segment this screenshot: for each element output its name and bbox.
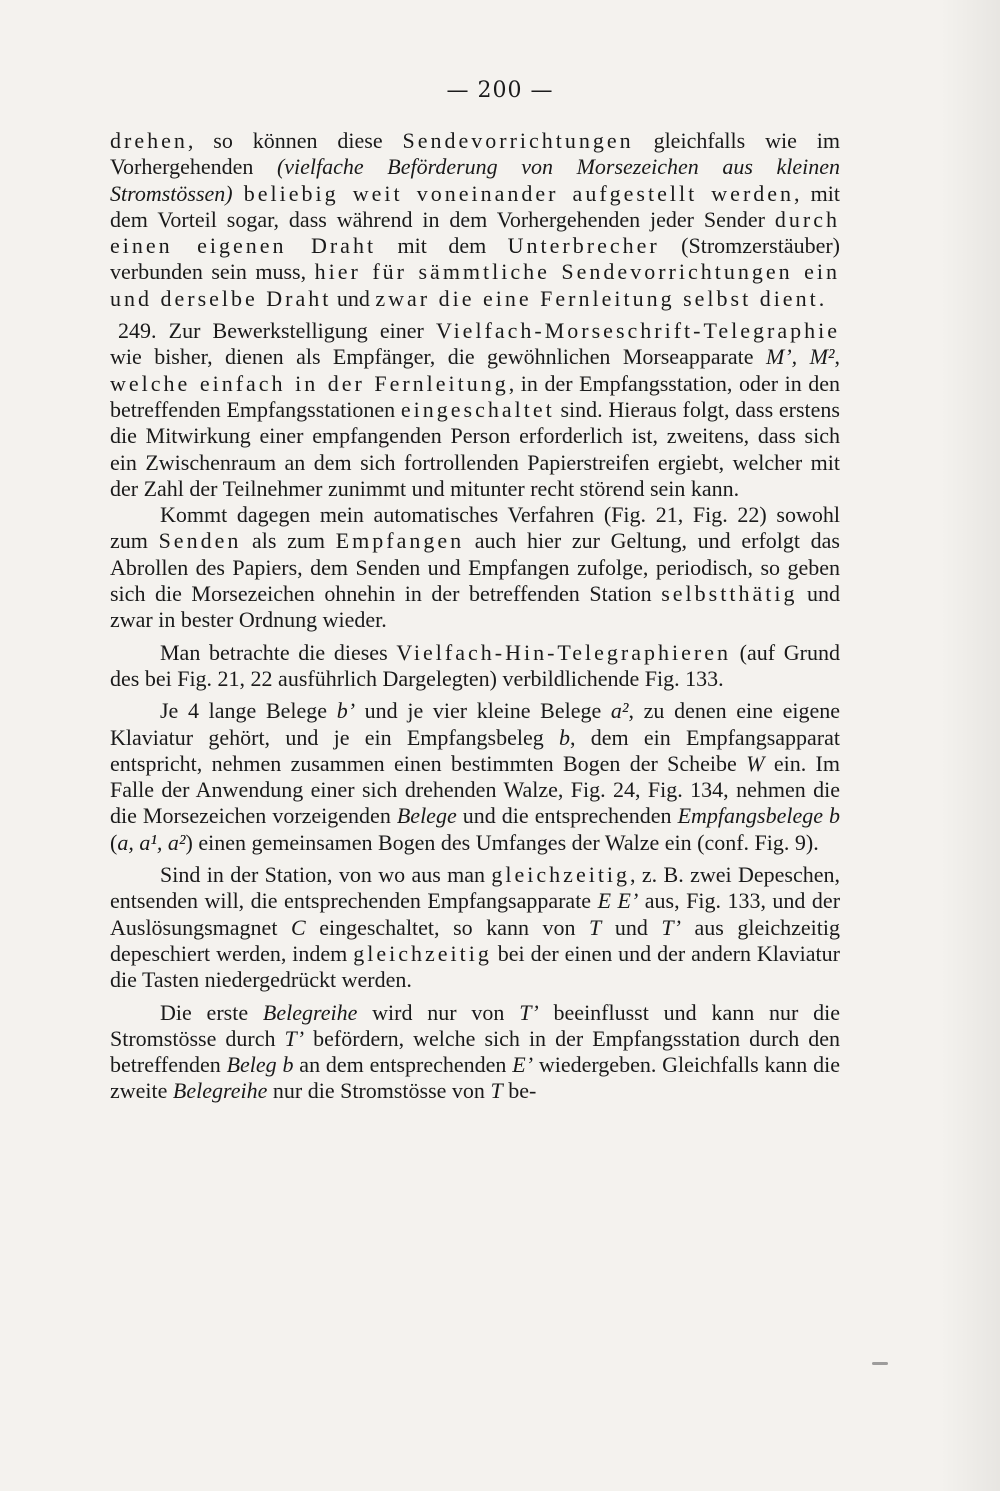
italic-text: Belegreihe <box>172 1078 268 1104</box>
italic-text: T’ <box>661 914 681 940</box>
italic-text: b <box>559 724 570 750</box>
spaced-text: Empfangen <box>335 528 465 554</box>
text-run: sind. Hieraus folgt, dass erstens die Mitwirkung einer empfangenden Person erforderlich ist, zweitens, dass sich ein Zwischenraum an dem sich fortrollenden Papierstreifen ergiebt, welcher mit der Zahl der Teilnehmer zunimmt und mitunter recht störend sein kann. <box>110 396 840 501</box>
spaced-text: hier für sämmtliche Sendevorrichtungen ein und derselbe Draht <box>110 259 840 311</box>
italic-text: T <box>490 1078 503 1104</box>
italic-text: T <box>589 914 602 940</box>
italic-text: Belegreihe <box>262 999 358 1025</box>
text-run: Je 4 lange Belege <box>160 698 337 724</box>
paragraph <box>110 502 840 633</box>
italic-text: M’, M² <box>766 344 835 370</box>
text-run: ) einen gemeinsamen Bogen des Umfanges der Walze ein (conf. Fig. 9). <box>185 829 819 855</box>
text-run: , <box>834 344 841 370</box>
spaced-text: Vielfach-Morseschrift-Telegraphie <box>436 318 840 344</box>
italic-text: a, a¹, a² <box>117 829 186 855</box>
spaced-text: eingeschaltet <box>400 396 555 422</box>
text-run: Sind in der Station, von wo aus man <box>160 862 492 888</box>
text-run: , zu denen eine eigene Klaviatur gehört, und je ein Empfangsbeleg <box>110 698 840 750</box>
text-run: Die erste <box>160 999 263 1025</box>
text-run: eingeschaltet, so kann von <box>305 914 590 940</box>
text-run: , dem ein Empfangsapparat entspricht, nehmen zusammen einen bestimmten Bogen der Scheibe <box>110 724 840 776</box>
italic-text: T’ <box>519 999 539 1025</box>
italic-text: b’ <box>336 698 356 724</box>
italic-text: W <box>746 750 765 776</box>
text-run: , in der Empfangsstation, oder in den betreffenden Empfangsstationen <box>110 370 840 422</box>
text-run: als zum <box>241 528 336 554</box>
paragraph <box>110 318 840 502</box>
text-run: wird nur von <box>357 999 520 1025</box>
spaced-text: Unterbrecher <box>507 233 660 259</box>
scan-mark <box>872 1362 888 1365</box>
text-run: , z. B. zwei Depeschen, entsenden will, die entsprechenden Empfangsapparate <box>110 862 840 914</box>
spaced-text: zwar die eine Fernleitung selbst dient <box>375 285 819 311</box>
spaced-text: Vielfach-Hin-Telegraphieren <box>396 639 731 665</box>
body-text <box>110 128 840 1105</box>
text-run: gleichfalls wie im Vorhergehenden <box>110 128 840 180</box>
italic-text: Beleg b <box>226 1052 294 1078</box>
text-run: . <box>818 285 825 311</box>
paragraph <box>110 128 840 312</box>
text-run: wiedergeben. Gleichfalls kann die zweite <box>110 1052 840 1104</box>
text-run: nur die Stromstösse von <box>267 1078 491 1104</box>
text-run: und <box>601 914 662 940</box>
text-run: bei der einen und der andern Klaviatur die Tasten niedergedrückt werden. <box>110 940 840 993</box>
spaced-text: welche einfach in der Fernleitung <box>110 370 509 396</box>
spaced-text: beliebig weit voneinander aufgestellt werden <box>243 180 795 206</box>
spaced-text: drehen <box>110 128 188 153</box>
text-run: 249. Zur Bewerkstelligung einer <box>118 318 436 344</box>
italic-text: E E’ <box>597 888 639 914</box>
text-run: be- <box>502 1078 537 1104</box>
text-run: ( <box>110 829 118 855</box>
text-run: beeinflusst und kann nur die Stromstösse durch <box>110 999 840 1051</box>
spaced-text: Sendevorrichtungen <box>402 128 634 153</box>
text-run: ein. Im Falle der Anwendung einer sich drehenden Walze, Fig. 24, Fig. 134, nehmen die die Morsezeichen vorzeigenden <box>110 750 840 829</box>
italic-text: T’ <box>284 1025 305 1051</box>
page-edge-shadow <box>940 0 1000 1491</box>
italic-text: Empfangsbelege b <box>677 803 841 829</box>
italic-text: C <box>290 914 306 940</box>
text-run: und je vier kleine Belege <box>355 698 611 724</box>
text-run: und die entsprechenden <box>456 803 678 829</box>
text-run: Kommt dagegen mein automatisches Verfahren (Fig. 21, Fig. 22) sowohl zum <box>110 502 840 554</box>
text-run: , mit dem Vorteil sogar, dass während in dem Vorhergehenden jeder Sender <box>110 180 840 232</box>
text-run: aus, Fig. 133, und der Auslösungsmagnet <box>110 888 841 940</box>
text-run: wie bisher, dienen als Empfänger, die gewöhnlichen Morseapparate <box>110 344 766 370</box>
text-run: und zwar in bester Ordnung wieder. <box>110 581 840 633</box>
spaced-text: durch einen eigenen Draht <box>110 206 840 259</box>
text-run: an dem entsprechenden <box>293 1052 513 1078</box>
italic-text: E’ <box>512 1052 534 1078</box>
spaced-text: selbstthätig <box>661 581 798 607</box>
text-run: aus gleichzeitig depeschiert werden, indem <box>110 914 840 966</box>
text-run <box>233 181 244 206</box>
spaced-text: gleichzeitig <box>353 940 492 966</box>
paragraph <box>110 640 840 693</box>
page-number: — 200 — <box>446 78 554 103</box>
text-run: auch hier zur Geltung, und erfolgt das Abrollen des Papiers, dem Senden und Empfangen zufolge, periodisch, so geben sich die Morsezeichen ohnehin in der betreffenden Station <box>110 528 840 607</box>
text-run: befördern, welche sich in der Empfangsstation durch den betreffenden <box>110 1025 840 1078</box>
spaced-text: gleichzeitig <box>491 862 631 888</box>
paragraph <box>110 1000 840 1105</box>
paragraph <box>110 698 840 856</box>
italic-text: Belege <box>396 803 457 829</box>
italic-text: (vielfache Beförderung von Morsezeichen aus kleinen Stromstössen) <box>110 154 840 206</box>
paragraph <box>110 862 840 993</box>
text-run: (Stromzerstäuber) verbunden sein muss, <box>110 233 841 285</box>
spaced-text: Senden <box>158 528 242 554</box>
text-run: , so können diese <box>187 128 403 153</box>
text-run: Man betrachte die dieses <box>160 639 397 665</box>
text-run: (auf Grund des bei Fig. 21, 22 ausführlich Dargelegten) verbildlichende Fig. 133. <box>110 639 841 691</box>
text-run: mit dem <box>376 233 508 259</box>
text-run: und <box>331 285 376 311</box>
italic-text: a² <box>610 698 629 724</box>
